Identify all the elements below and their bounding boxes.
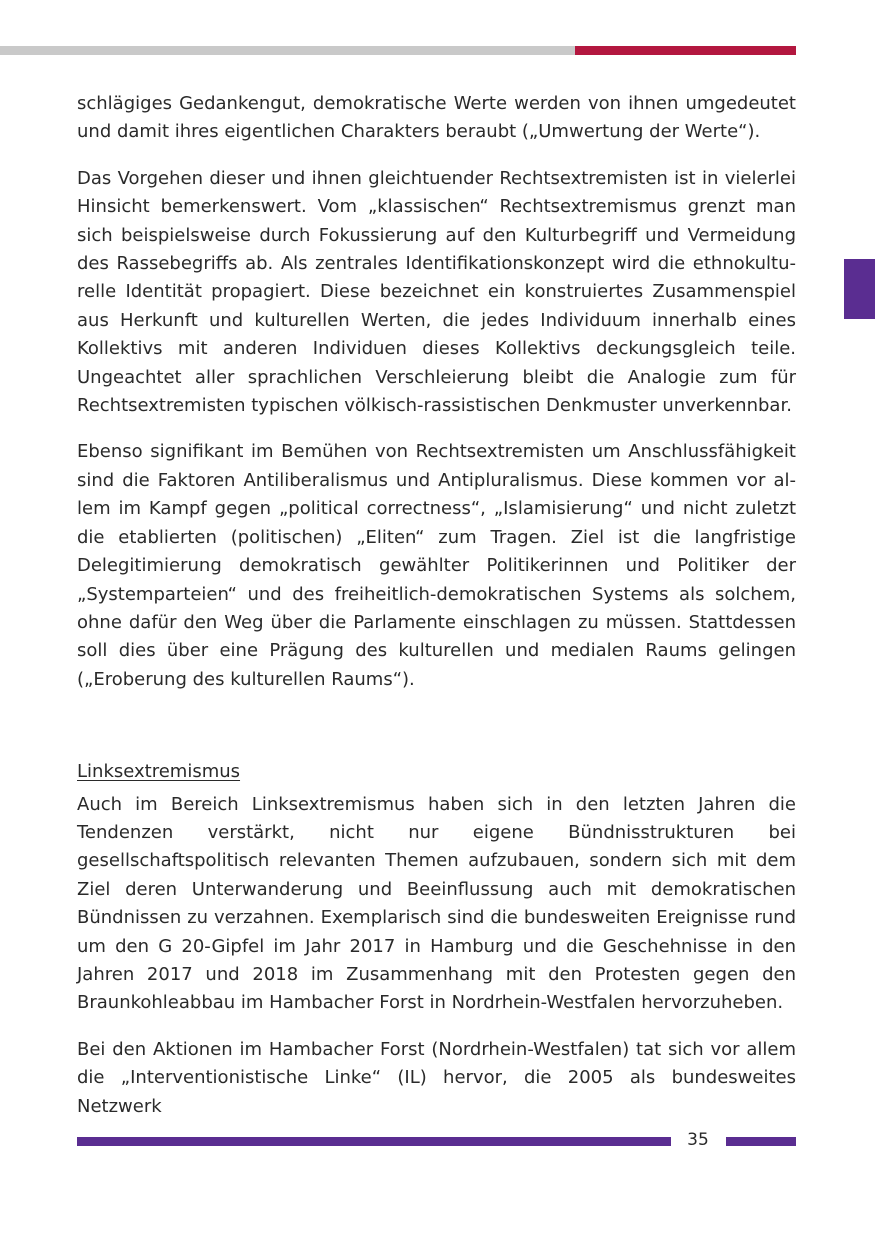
paragraph-hambacher-forst: Bei den Aktionen im Hambacher Forst (Nordrhein-Westfalen) tat sich vor allem die „Interventionistische Linke“ (IL) hervor, die 2005 als bundesweites Netzwerk [77,1038,796,1117]
chapter-tab-marker [844,259,875,319]
paragraph-vorgehen: Das Vorgehen dieser und ihnen gleichtuender Rechtsextremisten ist in vielerlei Hinsicht bemerkenswert. Vom „klassischen“ Rechtsextremismus grenzt man sich beispielsweise durch Fokussierung auf den Kulturbegriff und Vermeidung des Rassebegriffs ab. Als zentrales Identifikationskonzept wird die ethnokulturelle Identität propagiert. Diese bezeichnet ein konstruiertes Zusammenspiel aus Herkunft und kulturellen Werten, die jedes Individuum innerhalb eines Kollektivs mit anderen Individuen dieses Kollektivs deckungsgleich teile. Ungeachtet aller sprachlichen Verschleierung bleibt die Analogie zum für Rechtsextremisten typischen völkisch-rassistischen Denkmuster unverkennbar. [77,167,796,417]
header-rule-grey [0,46,575,55]
paragraph-anschlussfaehigkeit: Ebenso signifikant im Bemühen von Rechtsextremisten um Anschlussfähigkeit sind die Faktoren Antiliberalismus und Antipluralismus. Diese kommen vor allem im Kampf gegen „political correctness“, „Islamisierung“ und nicht zuletzt die etablierten (politischen) „Eliten“ zum Tragen. Ziel ist die langfristige Delegitimierung demokratisch gewählter Politikerinnen und Politiker der „Systemparteien“ und des freiheitlich-demokratischen Systems als solchem, ohne dafür den Weg über die Parlamente einschlagen zu müssen. Stattdessen soll dies über eine Prägung des kulturellen und medialen Raums gelingen („Eroberung des kulturellen Raums“). [77,441,796,690]
header-rule-accent [575,46,796,55]
footer-rule-right [726,1137,796,1146]
paragraph-umwertung: schlägiges Gedankengut, demokratische Werte werden von ihnen umgedeutet und damit ihres eigentlichen Charakters beraubt („Umwertung der Werte“). [77,93,796,143]
section-heading-linksextremismus: Linksextremismus [77,761,241,783]
page-number: 35 [687,1130,709,1150]
page-body [77,90,796,1139]
footer-rule-left [77,1137,671,1146]
paragraph-linksextremismus-tendenzen: Auch im Bereich Linksextremismus haben sich in den letzten Jahren die Tendenzen verstärkt, nicht nur eigene Bündnisstrukturen bei gesellschaftspolitisch relevanten Themen aufzubauen, sondern sich mit dem Ziel deren Unterwanderung und Beeinflussung auch mit demokratischen Bündnissen zu verzahnen. Exemplarisch sind die bundesweiten Ereignisse rund um den G 20-Gipfel im Jahr 2017 in Hamburg und die Geschehnisse in den Jahren 2017 und 2018 im Zusammenhang mit den Protesten gegen den Braunkohleabbau im Hambacher Forst in Nordrhein-Westfalen hervorzuheben. [77,793,796,1014]
